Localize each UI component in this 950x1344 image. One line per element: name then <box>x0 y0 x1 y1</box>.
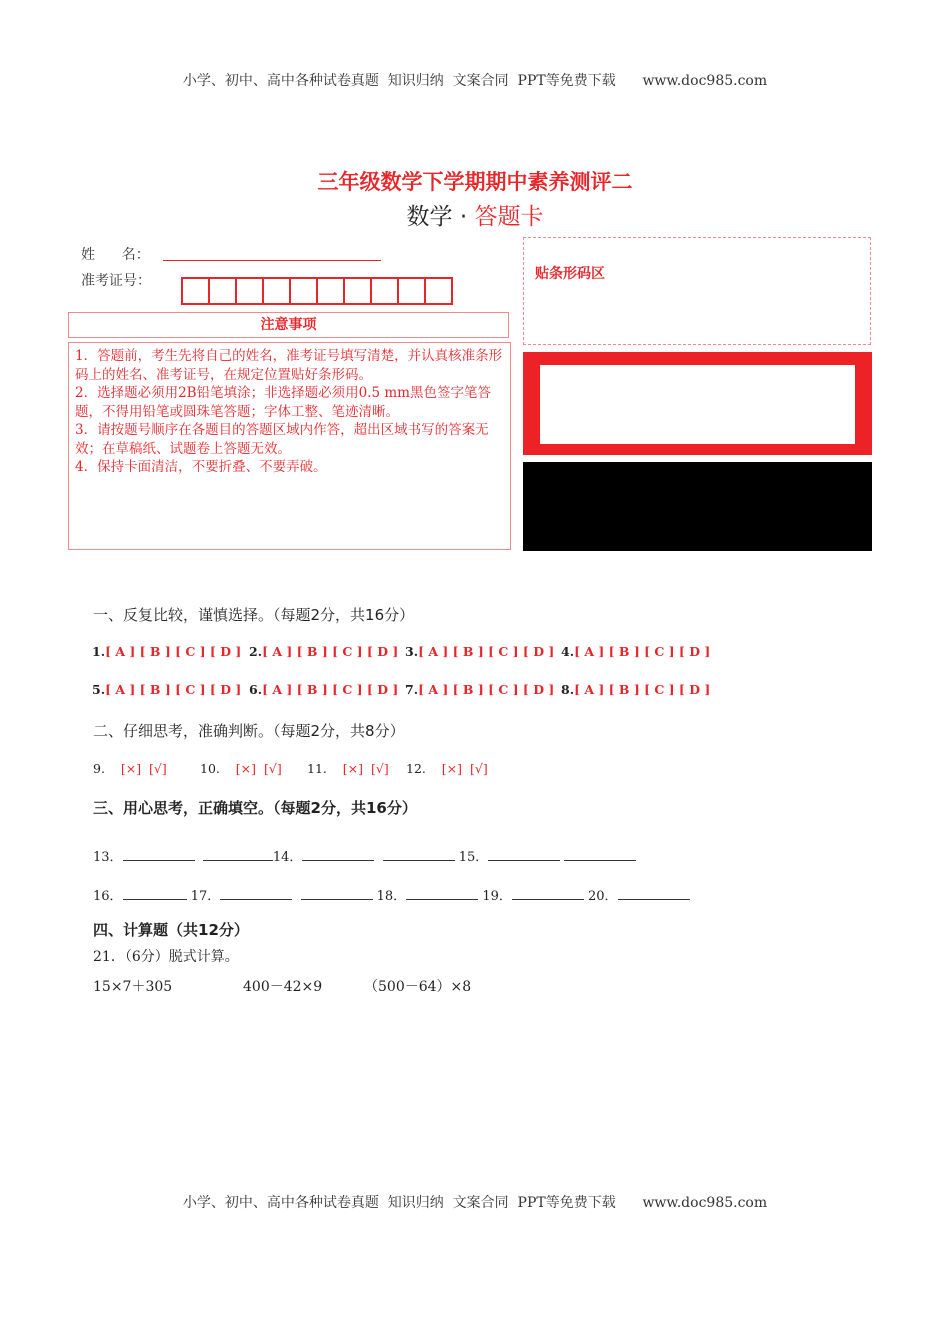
absent-mark-inner <box>540 365 855 444</box>
fill-label: 20． <box>588 889 618 904</box>
mc-options[interactable]: [ A ] [ B ] [ C ] [ D ] <box>574 682 711 697</box>
tf-options[interactable]: [×] [√] <box>235 761 282 776</box>
id-digit-box[interactable] <box>343 277 372 305</box>
tf-options[interactable]: [×] [√] <box>342 761 389 776</box>
fill-label: 16． <box>93 889 123 904</box>
name-field[interactable] <box>163 259 381 261</box>
fill-label: 13． <box>93 850 123 865</box>
subtitle-dot: · <box>459 204 468 230</box>
subtitle-subject: 数学 <box>406 204 453 230</box>
mc-number: 5. <box>92 682 106 697</box>
mc-options[interactable]: [ A ] [ B ] [ C ] [ D ] <box>574 644 711 659</box>
mc-options[interactable]: [ A ] [ B ] [ C ] [ D ] <box>418 644 555 659</box>
fill-blank[interactable] <box>301 887 373 900</box>
mc-options[interactable]: [ A ] [ B ] [ C ] [ D ] <box>105 682 242 697</box>
fill-blank[interactable] <box>220 887 292 900</box>
id-digit-box[interactable] <box>181 277 210 305</box>
fill-blank[interactable] <box>512 887 584 900</box>
fill-label: 19． <box>482 889 512 904</box>
barcode-area <box>523 237 871 345</box>
subtitle-card: 答题卡 <box>474 204 544 230</box>
notice-title: 注意事项 <box>68 312 509 338</box>
barcode-label: 贴条形码区 <box>535 266 605 282</box>
mc-options[interactable]: [ A ] [ B ] [ C ] [ D ] <box>262 644 399 659</box>
id-digit-box[interactable] <box>235 277 264 305</box>
black-block <box>523 462 872 551</box>
tf-number: 12. <box>406 761 426 776</box>
section4-title: 四、计算题（共12分） <box>93 921 249 939</box>
notice-item: 2．选择题必须用2B铅笔填涂；非选择题必须用0.5 mm黑色签字笔答题，不得用铅笔或圆珠笔答题；字体工整、笔迹清晰。 <box>75 385 491 420</box>
fill-blank[interactable] <box>123 887 187 900</box>
section2-title: 二、仔细思考，准确判断。（每题2分，共8分） <box>93 722 405 740</box>
fill-blank[interactable] <box>618 887 690 900</box>
question-21: 21．（6分）脱式计算。 <box>93 949 239 965</box>
page-subtitle <box>0 198 950 231</box>
mc-question-3 <box>405 644 554 659</box>
tf-question-10 <box>200 761 282 776</box>
mc-number: 2. <box>249 644 263 659</box>
fill-blank[interactable] <box>383 848 455 861</box>
calc-expression: 15×7＋305 <box>93 979 173 995</box>
fill-label: 18． <box>376 889 407 904</box>
fill-row-2 <box>93 885 690 904</box>
notice-item: 1．答题前，考生先将自己的姓名，准考证号填写清楚，并认真核准条形码上的姓名、准考证号，在规定位置贴好条形码。 <box>75 348 503 383</box>
tf-options[interactable]: [×] [√] <box>120 761 167 776</box>
mc-number: 3. <box>405 644 419 659</box>
id-digit-box[interactable] <box>262 277 291 305</box>
section1-title: 一、反复比较，谨慎选择。（每题2分，共16分） <box>93 606 415 624</box>
tf-number: 9. <box>93 761 105 776</box>
calc-expression: （500－64）×8 <box>364 979 472 995</box>
id-label: 准考证号： <box>81 273 151 289</box>
mc-number: 7. <box>405 682 419 697</box>
mc-question-8 <box>561 682 710 697</box>
mc-question-7 <box>405 682 554 697</box>
site-header: 小学、初中、高中各种试卷真题 知识归纳 文案合同 PPT等免费下载 www.doc985.com <box>182 73 768 89</box>
fill-blank[interactable] <box>488 848 560 861</box>
tf-question-12 <box>406 761 488 776</box>
mc-number: 1. <box>92 644 106 659</box>
mc-question-1 <box>92 644 241 659</box>
tf-question-11 <box>307 761 389 776</box>
site-footer: 小学、初中、高中各种试卷真题 知识归纳 文案合同 PPT等免费下载 www.doc985.com <box>182 1195 768 1211</box>
page-title: 三年级数学下学期期中素养测评二 <box>317 170 633 194</box>
mc-question-4 <box>561 644 710 659</box>
name-label: 姓 名： <box>81 247 150 263</box>
id-digit-box[interactable] <box>370 277 399 305</box>
notice-item: 3．请按题号顺序在各题目的答题区域内作答，超出区域书写的答案无效；在草稿纸、试题卷上答题无效。 <box>75 422 489 457</box>
mc-question-5 <box>92 682 241 697</box>
fill-blank[interactable] <box>203 848 273 861</box>
fill-row-1 <box>93 846 636 865</box>
calc-expression: 400－42×9 <box>243 979 323 995</box>
mc-question-2 <box>249 644 398 659</box>
mc-number: 6. <box>249 682 263 697</box>
mc-options[interactable]: [ A ] [ B ] [ C ] [ D ] <box>105 644 242 659</box>
fill-label: 14． <box>272 850 303 865</box>
id-number-boxes[interactable] <box>181 277 451 305</box>
id-digit-box[interactable] <box>424 277 453 305</box>
id-digit-box[interactable] <box>397 277 426 305</box>
notice-item: 4．保持卡面清洁，不要折叠、不要弄破。 <box>75 459 327 475</box>
tf-number: 11. <box>307 761 327 776</box>
notice-body <box>68 342 511 550</box>
id-digit-box[interactable] <box>208 277 237 305</box>
mc-options[interactable]: [ A ] [ B ] [ C ] [ D ] <box>418 682 555 697</box>
mc-question-6 <box>249 682 398 697</box>
mc-number: 4. <box>561 644 575 659</box>
tf-question-9 <box>93 761 167 776</box>
fill-blank[interactable] <box>564 848 636 861</box>
tf-number: 10. <box>200 761 220 776</box>
id-digit-box[interactable] <box>316 277 345 305</box>
mc-number: 8. <box>561 682 575 697</box>
fill-blank[interactable] <box>406 887 478 900</box>
id-digit-box[interactable] <box>289 277 318 305</box>
fill-label: 15． <box>458 850 489 865</box>
tf-options[interactable]: [×] [√] <box>441 761 488 776</box>
mc-options[interactable]: [ A ] [ B ] [ C ] [ D ] <box>262 682 399 697</box>
fill-label: 17． <box>190 889 221 904</box>
fill-blank[interactable] <box>302 848 374 861</box>
fill-blank[interactable] <box>123 848 195 861</box>
section3-title: 三、用心思考，正确填空。（每题2分，共16分） <box>93 799 417 817</box>
